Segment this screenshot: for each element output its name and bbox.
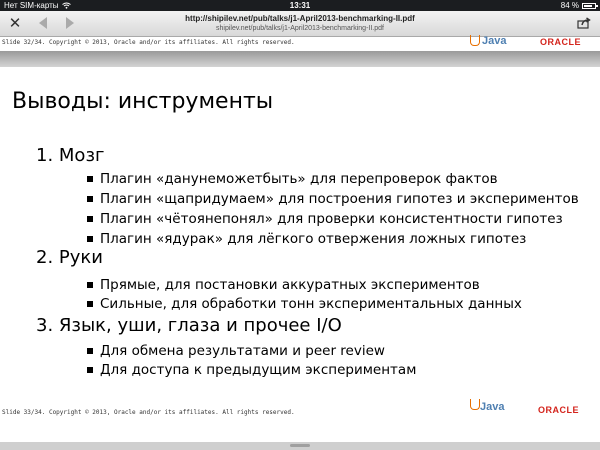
bullet-item: Плагин «данунеможетбыть» для перепроверок фактов xyxy=(87,171,498,187)
forward-button[interactable] xyxy=(62,15,78,31)
previous-slide-footer xyxy=(0,37,600,51)
list-item-io: 3. Язык, уши, глаза и прочее I/O xyxy=(36,315,342,336)
battery-icon xyxy=(582,3,596,9)
bullet-square-icon xyxy=(87,236,93,242)
bullet-item: Сильные, для обработки тонн экспериментальных данных xyxy=(87,296,522,312)
bullet-item: Для доступа к предыдущим экспериментам xyxy=(87,362,416,378)
share-icon xyxy=(577,17,591,29)
java-cup-icon xyxy=(470,35,480,46)
share-button[interactable] xyxy=(576,15,592,31)
java-logo: Java xyxy=(482,35,507,47)
status-time: 13:31 xyxy=(289,1,311,10)
close-button[interactable] xyxy=(7,15,23,31)
copyright-footer: Slide 32/34. Copyright © 2013, Oracle and/or its affiliates. All rights reserved. xyxy=(2,39,295,46)
bullet-square-icon xyxy=(87,176,93,182)
slide-footer xyxy=(0,401,600,421)
url-text: http://shipilev.net/pub/talks/j1-April2013-benchmarking-II.pdf xyxy=(185,14,415,23)
pdf-viewer[interactable] xyxy=(0,37,600,442)
back-arrow-icon xyxy=(39,17,47,29)
status-bar xyxy=(0,0,600,11)
forward-arrow-icon xyxy=(66,17,74,29)
list-item-brain: 1. Мозг xyxy=(36,145,105,166)
carrier-label: Нет SIM-карты xyxy=(4,1,59,10)
address-bar[interactable] xyxy=(100,14,500,33)
bullet-square-icon xyxy=(87,348,93,354)
list-item-hands: 2. Руки xyxy=(36,247,103,268)
drag-handle[interactable] xyxy=(290,444,310,447)
bullet-item: Прямые, для постановки аккуратных экспериментов xyxy=(87,277,480,293)
copyright-footer: Slide 33/34. Copyright © 2013, Oracle and/or its affiliates. All rights reserved. xyxy=(2,409,295,416)
slide-title: Выводы: инструменты xyxy=(12,89,274,114)
java-cup-icon xyxy=(470,399,480,410)
browser-toolbar xyxy=(0,11,600,37)
bullet-item: Для обмена результатами и peer review xyxy=(87,343,385,359)
bullet-square-icon xyxy=(87,196,93,202)
oracle-logo: ORACLE xyxy=(540,37,581,47)
oracle-logo: ORACLE xyxy=(538,405,579,415)
battery-percent: 84 % xyxy=(560,1,579,10)
battery-group xyxy=(561,0,596,11)
bullet-item: Плагин «чётоянепонял» для проверки консистентности гипотез xyxy=(87,211,563,227)
bullet-square-icon xyxy=(87,282,93,288)
url-subtext: shipilev.net/pub/talks/j1-April2013-benchmarking-II.pdf xyxy=(216,25,384,32)
page-separator xyxy=(0,51,600,67)
back-button[interactable] xyxy=(35,15,51,31)
bullet-square-icon xyxy=(87,367,93,373)
bullet-item: Плагин «щапридумаем» для построения гипотез и экспериментов xyxy=(87,191,579,207)
bullet-square-icon xyxy=(87,216,93,222)
bottom-bar xyxy=(0,442,600,450)
java-logo: Java xyxy=(480,401,505,413)
bullet-item: Плагин «ядурак» для лёгкого отвержения ложных гипотез xyxy=(87,231,526,247)
bullet-square-icon xyxy=(87,301,93,307)
close-icon: ✕ xyxy=(8,15,22,32)
